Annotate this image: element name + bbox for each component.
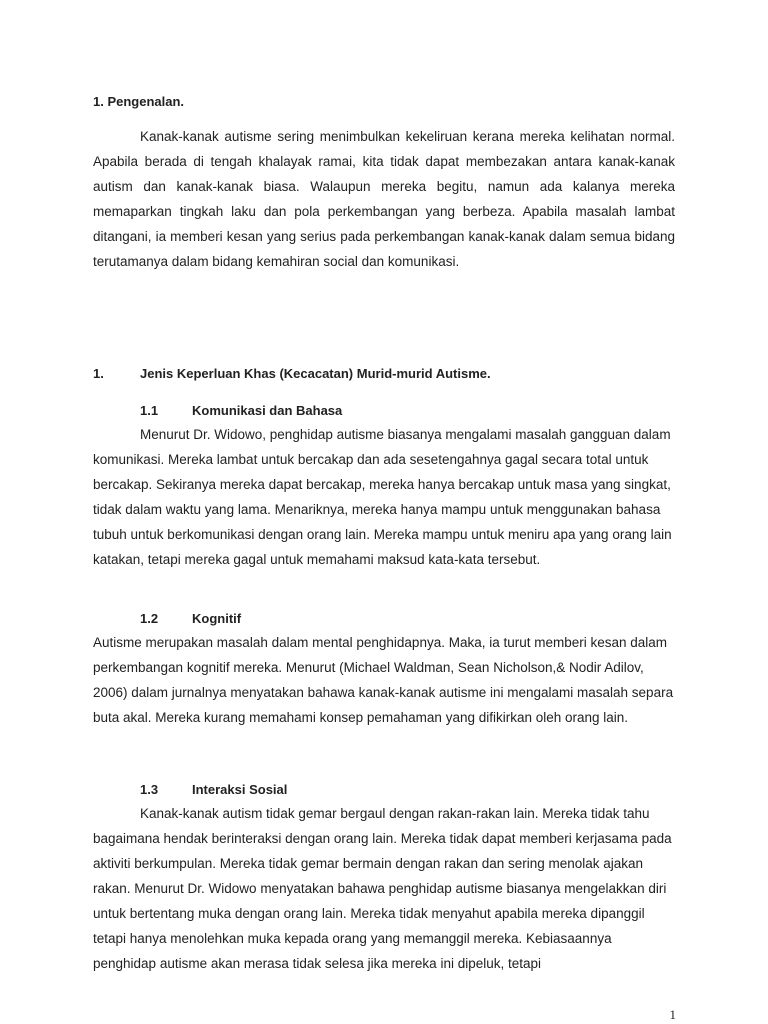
section-title: Jenis Keperluan Khas (Kecacatan) Murid-murid Autisme. [140, 366, 491, 381]
subsection-paragraph: Autisme merupakan masalah dalam mental penghidapnya. Maka, ia turut memberi kesan dalam perkembangan kognitif mereka. Menurut (Michael Waldman, Sean Nicholson,& Nodir Adilov, 2006) dalam jurnalnya menyatakan bahawa kanak-kanak autisme ini mengalami masalah separa buta akal. Mereka kurang memahami konsep pemahaman yang difikirkan oleh orang lain. [93, 635, 674, 725]
intro-section [93, 94, 675, 110]
section-number: 1. [93, 366, 104, 381]
subsection-1-3 [93, 782, 675, 976]
intro-heading: 1. Pengenalan. [93, 94, 185, 109]
subsection-heading [93, 403, 675, 419]
intro-body [93, 124, 675, 274]
subsection-title: Komunikasi dan Bahasa [192, 403, 343, 418]
subsection-title: Interaksi Sosial [192, 782, 288, 797]
subsection-1-1 [93, 403, 675, 572]
subsection-heading [93, 782, 675, 798]
subsection-paragraph: Menurut Dr. Widowo, penghidap autisme biasanya mengalami masalah gangguan dalam komunikasi. Mereka lambat untuk bercakap dan ada sesetengahnya gagal secara total untuk bercakap. Sekiranya mereka dapat bercakap, mereka hanya bercakap untuk masa yang singkat, tidak dalam waktu yang lama. Menariknya, mereka hanya mampu untuk menggunakan bahasa tubuh untuk berkomunikasi dengan orang lain. Mereka mampu untuk meniru apa yang orang lain katakan, tetapi mereka gagal untuk memahami maksud kata-kata tersebut. [93, 427, 672, 567]
subsection-number: 1.1 [140, 403, 159, 418]
subsection-heading [93, 611, 675, 627]
section-title-row [93, 366, 675, 382]
subsection-title: Kognitif [192, 611, 242, 626]
page-number: 1 [669, 1007, 676, 1022]
subsection-paragraph: Kanak-kanak autism tidak gemar bergaul dengan rakan-rakan lain. Mereka tidak tahu bagaimana hendak berinteraksi dengan orang lain. Mereka tidak dapat memberi kerjasama pada aktiviti berkumpulan. Mereka tidak gemar bermain dengan rakan dan sering menolak ajakan rakan. Menurut Dr. Widowo menyatakan bahawa penghidap autisme biasanya mengelakkan diri untuk bertentang muka dengan orang lain. Mereka tidak menyahut apabila mereka dipanggil tetapi hanya menolehkan muka kepada orang yang memanggil mereka. Kebiasaannya penghidap autisme akan merasa tidak selesa jika mereka ini dipeluk, tetapi [93, 806, 672, 971]
subsection-number: 1.3 [140, 782, 159, 797]
subsection-number: 1.2 [140, 611, 159, 626]
intro-paragraph: Kanak-kanak autisme sering menimbulkan kekeliruan kerana mereka kelihatan normal. Apabila berada di tengah khalayak ramai, kita tidak dapat membezakan antara kanak-kanak autism dan kanak-kanak biasa. Walaupun mereka begitu, namun ada kalanya mereka memaparkan tingkah laku dan pola perkembangan yang berbeza. Apabila masalah lambat ditangani, ia memberi kesan yang serius pada perkembangan kanak-kanak dalam semua bidang terutamanya dalam bidang kemahiran social dan komunikasi. [93, 129, 675, 269]
subsection-1-2 [93, 611, 675, 730]
section-heading [93, 366, 675, 382]
